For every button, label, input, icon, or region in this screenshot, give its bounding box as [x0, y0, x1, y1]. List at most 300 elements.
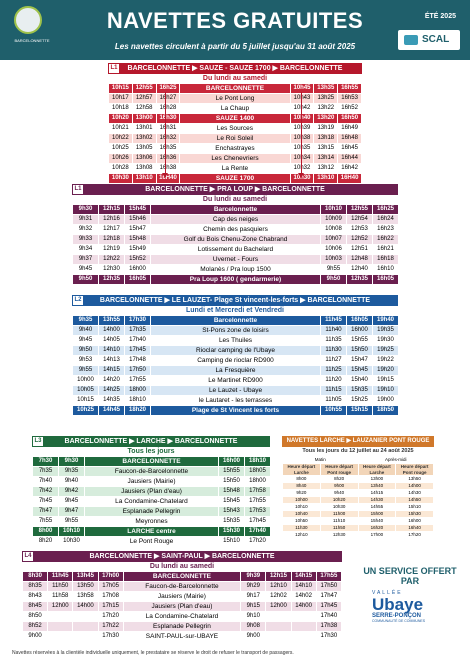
departure-time: 9h15 — [241, 602, 266, 612]
departure-time: 11h40 — [321, 326, 347, 336]
section-days: Du lundi au samedi — [202, 196, 268, 203]
stop-name: Jausiers (Mairie) — [123, 592, 241, 602]
stop-name: Chemin des pasquiers — [151, 225, 321, 235]
departure-time: 10h07 — [321, 235, 347, 245]
departure-time: 17h38 — [316, 622, 341, 632]
departure-time: 16h21 — [373, 245, 399, 255]
departure-time: 10h10 — [59, 527, 85, 537]
departure-time: 12h17 — [99, 225, 125, 235]
section-days: Lundi et Mercredi et Vendredi — [185, 307, 285, 314]
departure-time: 16h36 — [156, 154, 180, 164]
departure-time — [266, 622, 291, 632]
table-row — [283, 476, 434, 483]
departure-time: 18h00 — [245, 477, 271, 487]
departure-time: 14h00 — [73, 602, 98, 612]
departure-time: 14h15 — [358, 490, 396, 497]
departure-time: 9h31 — [73, 215, 99, 225]
departure-time: 13h10 — [314, 174, 338, 184]
departure-time: 13h00 — [132, 114, 156, 124]
departure-time: 12h16 — [99, 215, 125, 225]
departure-time: 13h55 — [99, 316, 125, 326]
departure-time: 7h40 — [33, 477, 59, 487]
departure-time: 12h02 — [266, 592, 291, 602]
table-row — [73, 376, 399, 386]
line-l2-lauzet — [72, 295, 398, 416]
departure-time: 15h15 — [347, 406, 373, 416]
departure-time: 9h40 — [59, 477, 85, 487]
departure-time: 12h57 — [132, 94, 156, 104]
table-row — [73, 366, 399, 376]
section-title: L1 BARCELONNETTE ▶ SAUZE - SAUZE 1700 ▶ BARCELONNETTE — [108, 63, 362, 74]
table-row — [109, 154, 362, 164]
departure-time: 9h37 — [73, 255, 99, 265]
departure-time: 15h52 — [125, 255, 151, 265]
departure-time: 7h47 — [33, 507, 59, 517]
departure-time: 12h22 — [99, 255, 125, 265]
departure-time: 17h47 — [316, 592, 341, 602]
departure-time: 10h26 — [109, 154, 133, 164]
section-days: Tous les jours — [127, 448, 175, 455]
table-row — [73, 406, 399, 416]
departure-time: 14h00 — [291, 602, 316, 612]
departure-time: 12h52 — [347, 235, 373, 245]
table-row — [73, 275, 399, 285]
departure-time: 10h30 — [320, 504, 358, 511]
table-row — [109, 134, 362, 144]
departure-time: 16h00 — [219, 457, 245, 467]
stop-name: Plage de St Vincent les forts — [151, 406, 321, 416]
departure-time: 10h22 — [109, 134, 133, 144]
departure-time — [48, 612, 73, 622]
departure-time: 16h42 — [338, 164, 362, 174]
col-head: Heure départ Pont rouge — [396, 464, 434, 476]
departure-time: 7h45 — [33, 497, 59, 507]
departure-time: 13h15 — [314, 144, 338, 154]
departure-time: 9h45 — [59, 497, 85, 507]
departure-time: 19h15 — [373, 376, 399, 386]
departure-time: 10h30 — [59, 537, 85, 547]
stop-name: Faucon-de-Barcelonnette — [85, 467, 219, 477]
departure-time: 11h58 — [48, 592, 73, 602]
stop-name: St-Pons zone de loisirs — [151, 326, 321, 336]
departure-time: 13h10 — [132, 174, 156, 184]
table-row — [109, 144, 362, 154]
departure-time: 17h50 — [316, 582, 341, 592]
table-row — [73, 316, 399, 326]
departure-time: 16h00 — [125, 265, 151, 275]
departure-time: 13h45 — [73, 572, 98, 582]
section-days: Tous les jours du 12 juillet au 24 août 2025 — [302, 448, 414, 454]
departure-time: 9h35 — [73, 316, 99, 326]
table-row — [33, 467, 271, 477]
departure-time: 12h40 — [347, 265, 373, 275]
departure-time: 12h18 — [99, 235, 125, 245]
departure-time: 19h40 — [373, 316, 399, 326]
stop-name: Jausiers (Plan d'eau) — [85, 487, 219, 497]
departure-time: 16h05 — [373, 275, 399, 285]
departure-time: 13h58 — [73, 592, 98, 602]
table-row — [23, 602, 342, 612]
section-title: L3 BARCELONNETTE ▶ LARCHE ▶ BARCELONNETTE — [32, 436, 270, 447]
departure-time: 10h17 — [109, 94, 133, 104]
table-row — [283, 483, 434, 490]
departure-time: 13h19 — [314, 124, 338, 134]
departure-time: 17h00 — [358, 532, 396, 539]
stop-name: La Rente — [180, 164, 290, 174]
table-row — [73, 255, 399, 265]
departure-time: 8h52 — [23, 622, 48, 632]
departure-time: 17h45 — [316, 602, 341, 612]
stop-name: Les Sources — [180, 124, 290, 134]
table-row — [33, 507, 271, 517]
timetable — [72, 204, 399, 285]
departure-time: 15h25 — [347, 396, 373, 406]
departure-time: 8h50 — [23, 612, 48, 622]
departure-time: 15h45 — [219, 497, 245, 507]
stop-name: La Fresquière — [151, 366, 321, 376]
stop-name: Le Roi Soleil — [180, 134, 290, 144]
departure-time: 15h00 — [358, 511, 396, 518]
departure-time: 8h00 — [33, 527, 59, 537]
departure-time: 11h30 — [321, 346, 347, 356]
departure-time: 9h39 — [241, 572, 266, 582]
table-row — [33, 497, 271, 507]
departure-time: 10h39 — [290, 124, 314, 134]
departure-time: 16h31 — [156, 124, 180, 134]
table-row — [73, 205, 399, 215]
departure-time: 17h20 — [396, 532, 434, 539]
departure-time — [48, 632, 73, 642]
departure-time: 12h10 — [283, 532, 321, 539]
departure-time: 14h05 — [99, 336, 125, 346]
departure-time: 9h34 — [73, 245, 99, 255]
departure-time: 18h05 — [245, 467, 271, 477]
stop-name: BARCELONNETTE — [180, 84, 290, 94]
table-row — [33, 527, 271, 537]
departure-time: 15h47 — [347, 356, 373, 366]
departure-time: 16H40 — [338, 174, 362, 184]
departure-time: 19h10 — [373, 386, 399, 396]
departure-time: 16h55 — [338, 84, 362, 94]
stop-name: Les Chenevriers — [180, 154, 290, 164]
line-l3-larche — [32, 436, 270, 547]
page-title: NAVETTES GRATUITES — [106, 8, 364, 33]
departure-time: 10h20 — [109, 114, 133, 124]
departure-time: 11h30 — [283, 525, 321, 532]
departure-time: 9h42 — [59, 487, 85, 497]
col-head: Heure départ Pont rouge — [320, 464, 358, 476]
departure-time: 11h10 — [320, 518, 358, 525]
departure-time: 14h20 — [99, 376, 125, 386]
stop-name: Meyronnes — [85, 517, 219, 527]
departure-time: 17h45 — [125, 346, 151, 356]
line-badge: L2 — [74, 297, 82, 303]
section-title: L4 BARCELONNETTE ▶ SAINT-PAUL ▶ BARCELONNETTE — [22, 551, 342, 562]
departure-time: 10h08 — [321, 225, 347, 235]
departure-time: 16h10 — [373, 265, 399, 275]
table-row — [73, 356, 399, 366]
table-row — [283, 504, 434, 511]
departure-time: 15h48 — [125, 235, 151, 245]
table-row — [109, 84, 362, 94]
departure-time: 10h09 — [321, 215, 347, 225]
departure-time: 17h55 — [316, 572, 341, 582]
departure-time: 17h40 — [125, 336, 151, 346]
departure-time: 9h55 — [59, 517, 85, 527]
departure-time: 8h40 — [283, 483, 321, 490]
departure-time: 17h00 — [98, 572, 123, 582]
departure-time: 10h38 — [290, 134, 314, 144]
stop-name: Barcelonnette — [151, 316, 321, 326]
table-row — [73, 265, 399, 275]
col-head: Heure départ Larche — [283, 464, 321, 476]
departure-time: 9h50 — [73, 346, 99, 356]
table-row — [73, 346, 399, 356]
departure-time: 17h20 — [98, 612, 123, 622]
departure-time: 14h13 — [99, 356, 125, 366]
departure-time: 7h55 — [33, 517, 59, 527]
table-row — [23, 572, 342, 582]
departure-time: 16h50 — [338, 114, 362, 124]
departure-time: 13h12 — [314, 164, 338, 174]
departure-time: 15h10 — [219, 537, 245, 547]
lauzanier-table — [282, 456, 434, 539]
departure-time: 14h15 — [99, 366, 125, 376]
departure-time: 16h40 — [396, 525, 434, 532]
departure-time: 14h00 — [396, 483, 434, 490]
departure-time: 13h50 — [73, 582, 98, 592]
departure-time: 10h34 — [290, 154, 314, 164]
departure-time: 9h29 — [241, 582, 266, 592]
departure-time: 15h48 — [219, 487, 245, 497]
table-row — [33, 477, 271, 487]
departure-time: 16h49 — [338, 124, 362, 134]
stop-name: Esplanade Pellegrin — [85, 507, 219, 517]
departure-time: 17h55 — [125, 376, 151, 386]
departure-time: 9h53 — [73, 356, 99, 366]
departure-time: 18h20 — [125, 406, 151, 416]
departure-time: 15h47 — [125, 225, 151, 235]
departure-time — [48, 622, 73, 632]
departure-time: 14h25 — [99, 386, 125, 396]
table-row — [73, 245, 399, 255]
table-row — [33, 487, 271, 497]
departure-time: 11h00 — [320, 511, 358, 518]
departure-time: 10h25 — [109, 144, 133, 154]
departure-time: 9h17 — [241, 592, 266, 602]
table-row — [73, 235, 399, 245]
departure-time: 16h05 — [125, 275, 151, 285]
departure-time: 10h05 — [73, 386, 99, 396]
departure-time: 15h40 — [358, 518, 396, 525]
departure-time: 15h50 — [219, 477, 245, 487]
departure-time: 10h00 — [73, 376, 99, 386]
departure-time: 12h58 — [132, 104, 156, 114]
section-days: Du lundi au samedi — [149, 563, 215, 570]
departure-time: 15h30 — [219, 527, 245, 537]
departure-time — [73, 612, 98, 622]
departure-time: 14h15 — [291, 572, 316, 582]
departure-time: 9h55 — [321, 265, 347, 275]
departure-time: 15h30 — [396, 511, 434, 518]
stop-name: La Chaup — [180, 104, 290, 114]
departure-time: 16h00 — [396, 518, 434, 525]
stop-name: Cap des neiges — [151, 215, 321, 225]
stop-name: SAINT-PAUL-sur-UBAYE — [123, 632, 241, 642]
stop-name: Faucon-de-Barcelonnette — [123, 582, 241, 592]
table-row — [109, 114, 362, 124]
departure-time: 9h50 — [321, 275, 347, 285]
departure-time: 17h40 — [245, 527, 271, 537]
stop-name: BARCELONNETTE — [123, 572, 241, 582]
departure-time: 12h10 — [266, 582, 291, 592]
stop-name: Les Thuiles — [151, 336, 321, 346]
departure-time: 16h38 — [156, 164, 180, 174]
stop-name: La Condamine-Chatelard — [85, 497, 219, 507]
stop-name: Camping de rioclar RD900 — [151, 356, 321, 366]
stop-name: LARCHE centre — [85, 527, 219, 537]
table-row — [109, 164, 362, 174]
stop-name: Rioclar camping de l'Ubaye — [151, 346, 321, 356]
departure-time: 16h27 — [156, 94, 180, 104]
departure-time: 17h58 — [245, 487, 271, 497]
departure-time: 13h35 — [314, 84, 338, 94]
departure-time: 13h14 — [314, 154, 338, 164]
departure-time: 9h40 — [73, 326, 99, 336]
departure-time: 10h20 — [320, 497, 358, 504]
town-logo: BARCELONNETTE — [14, 6, 42, 34]
stop-name: SAUZE 1400 — [180, 114, 290, 124]
table-row — [283, 497, 434, 504]
table-row — [283, 518, 434, 525]
down-arrow-icon — [165, 92, 166, 176]
departure-time: 13h20 — [314, 114, 338, 124]
departure-time: 11h15 — [321, 386, 347, 396]
departure-time: 9h10 — [241, 612, 266, 622]
table-row — [23, 582, 342, 592]
departure-time: 14h30 — [358, 497, 396, 504]
departure-time: 16H40 — [156, 174, 180, 184]
departure-time: 18h10 — [245, 457, 271, 467]
departure-time: 7h42 — [33, 487, 59, 497]
departure-time: 19h35 — [373, 326, 399, 336]
departure-time: 16h23 — [373, 225, 399, 235]
departure-time: 10h15 — [73, 396, 99, 406]
stop-name: La Condamine-Chatelard — [123, 612, 241, 622]
departure-time: 15h55 — [219, 467, 245, 477]
departure-time: 15h46 — [125, 215, 151, 225]
departure-time: 9h47 — [59, 507, 85, 517]
stop-name: Le Martinet RD900 — [151, 376, 321, 386]
service-label: UN SERVICE OFFERT PAR — [363, 566, 457, 586]
departure-time: 14h10 — [99, 346, 125, 356]
stop-name: BARCELONNETTE — [85, 457, 219, 467]
departure-time: 9h50 — [73, 275, 99, 285]
departure-time: 18h50 — [373, 406, 399, 416]
section-title: L2 BARCELONNETTE ▶ LE LAUZET- Plage St vincent-les-forts ▶ BARCELONNETTE — [72, 295, 398, 306]
departure-time: 16h24 — [373, 215, 399, 225]
departure-time: 8h30 — [23, 572, 48, 582]
departure-time: 12h54 — [347, 215, 373, 225]
table-row — [109, 174, 362, 184]
departure-time: 8h45 — [23, 602, 48, 612]
table-row — [33, 517, 271, 527]
departure-time: 11h50 — [320, 525, 358, 532]
departure-time: 13h01 — [132, 124, 156, 134]
departure-time: 12h35 — [347, 275, 373, 285]
departure-time: 17h50 — [125, 366, 151, 376]
departure-time: 15h40 — [347, 376, 373, 386]
ubaye-logo: VALLÉE Ubaye SERRE-PONÇON COMMUNAUTÉ DE COMMUNES — [372, 590, 426, 623]
table-row — [73, 326, 399, 336]
scal-logo: SCAL — [398, 30, 460, 50]
departure-time: 17h30 — [125, 316, 151, 326]
departure-time: 11h45 — [48, 572, 73, 582]
departure-time: 13h06 — [132, 154, 156, 164]
departure-time: 15h50 — [347, 346, 373, 356]
departure-time: 18h00 — [125, 386, 151, 396]
departure-time: 13h22 — [314, 104, 338, 114]
departure-time: 9h00 — [241, 632, 266, 642]
timetable — [72, 315, 399, 416]
timetable — [22, 571, 342, 642]
departure-time: 13h50 — [396, 476, 434, 483]
departure-time: 10h06 — [321, 245, 347, 255]
departure-time: 9h45 — [73, 265, 99, 275]
departure-time: 17h48 — [125, 356, 151, 366]
stop-name: le Lautaret - les terrasses — [151, 396, 321, 406]
table-row — [109, 124, 362, 134]
departure-time: 12h53 — [347, 225, 373, 235]
timetable — [32, 456, 271, 547]
departure-time: 16h00 — [347, 326, 373, 336]
departure-time: 9h45 — [73, 336, 99, 346]
departure-time: 9h00 — [320, 483, 358, 490]
stop-name: Le Pont Long — [180, 94, 290, 104]
table-row — [283, 532, 434, 539]
departure-time: 11h25 — [321, 366, 347, 376]
table-row — [33, 537, 271, 547]
departure-time: 10h30 — [109, 174, 133, 184]
departure-time: 12h19 — [99, 245, 125, 255]
timetable — [108, 83, 362, 184]
stop-name: Le Lauzet - Ubaye — [151, 386, 321, 396]
table-row — [283, 490, 434, 497]
table-row — [23, 592, 342, 602]
departure-time: 14h02 — [291, 592, 316, 602]
departure-time: 13h08 — [132, 164, 156, 174]
departure-time: 10h00 — [283, 497, 321, 504]
departure-time: 10h28 — [109, 164, 133, 174]
departure-time: 11h35 — [321, 336, 347, 346]
table-row — [23, 612, 342, 622]
table-row — [283, 511, 434, 518]
departure-time: 12h15 — [99, 205, 125, 215]
departure-time: 10h55 — [321, 406, 347, 416]
table-row — [109, 104, 362, 114]
departure-time: 8h00 — [283, 476, 321, 483]
up-arrow-icon — [301, 92, 302, 176]
departure-time: 14h50 — [396, 497, 434, 504]
departure-time: 12h48 — [347, 255, 373, 265]
departure-time — [291, 632, 316, 642]
table-row — [33, 457, 271, 467]
table-row — [73, 225, 399, 235]
departure-time: 14h55 — [358, 504, 396, 511]
departure-time: 10h18 — [109, 104, 133, 114]
departure-time: 12h30 — [320, 532, 358, 539]
col-head: Heure départ Larche — [358, 464, 396, 476]
